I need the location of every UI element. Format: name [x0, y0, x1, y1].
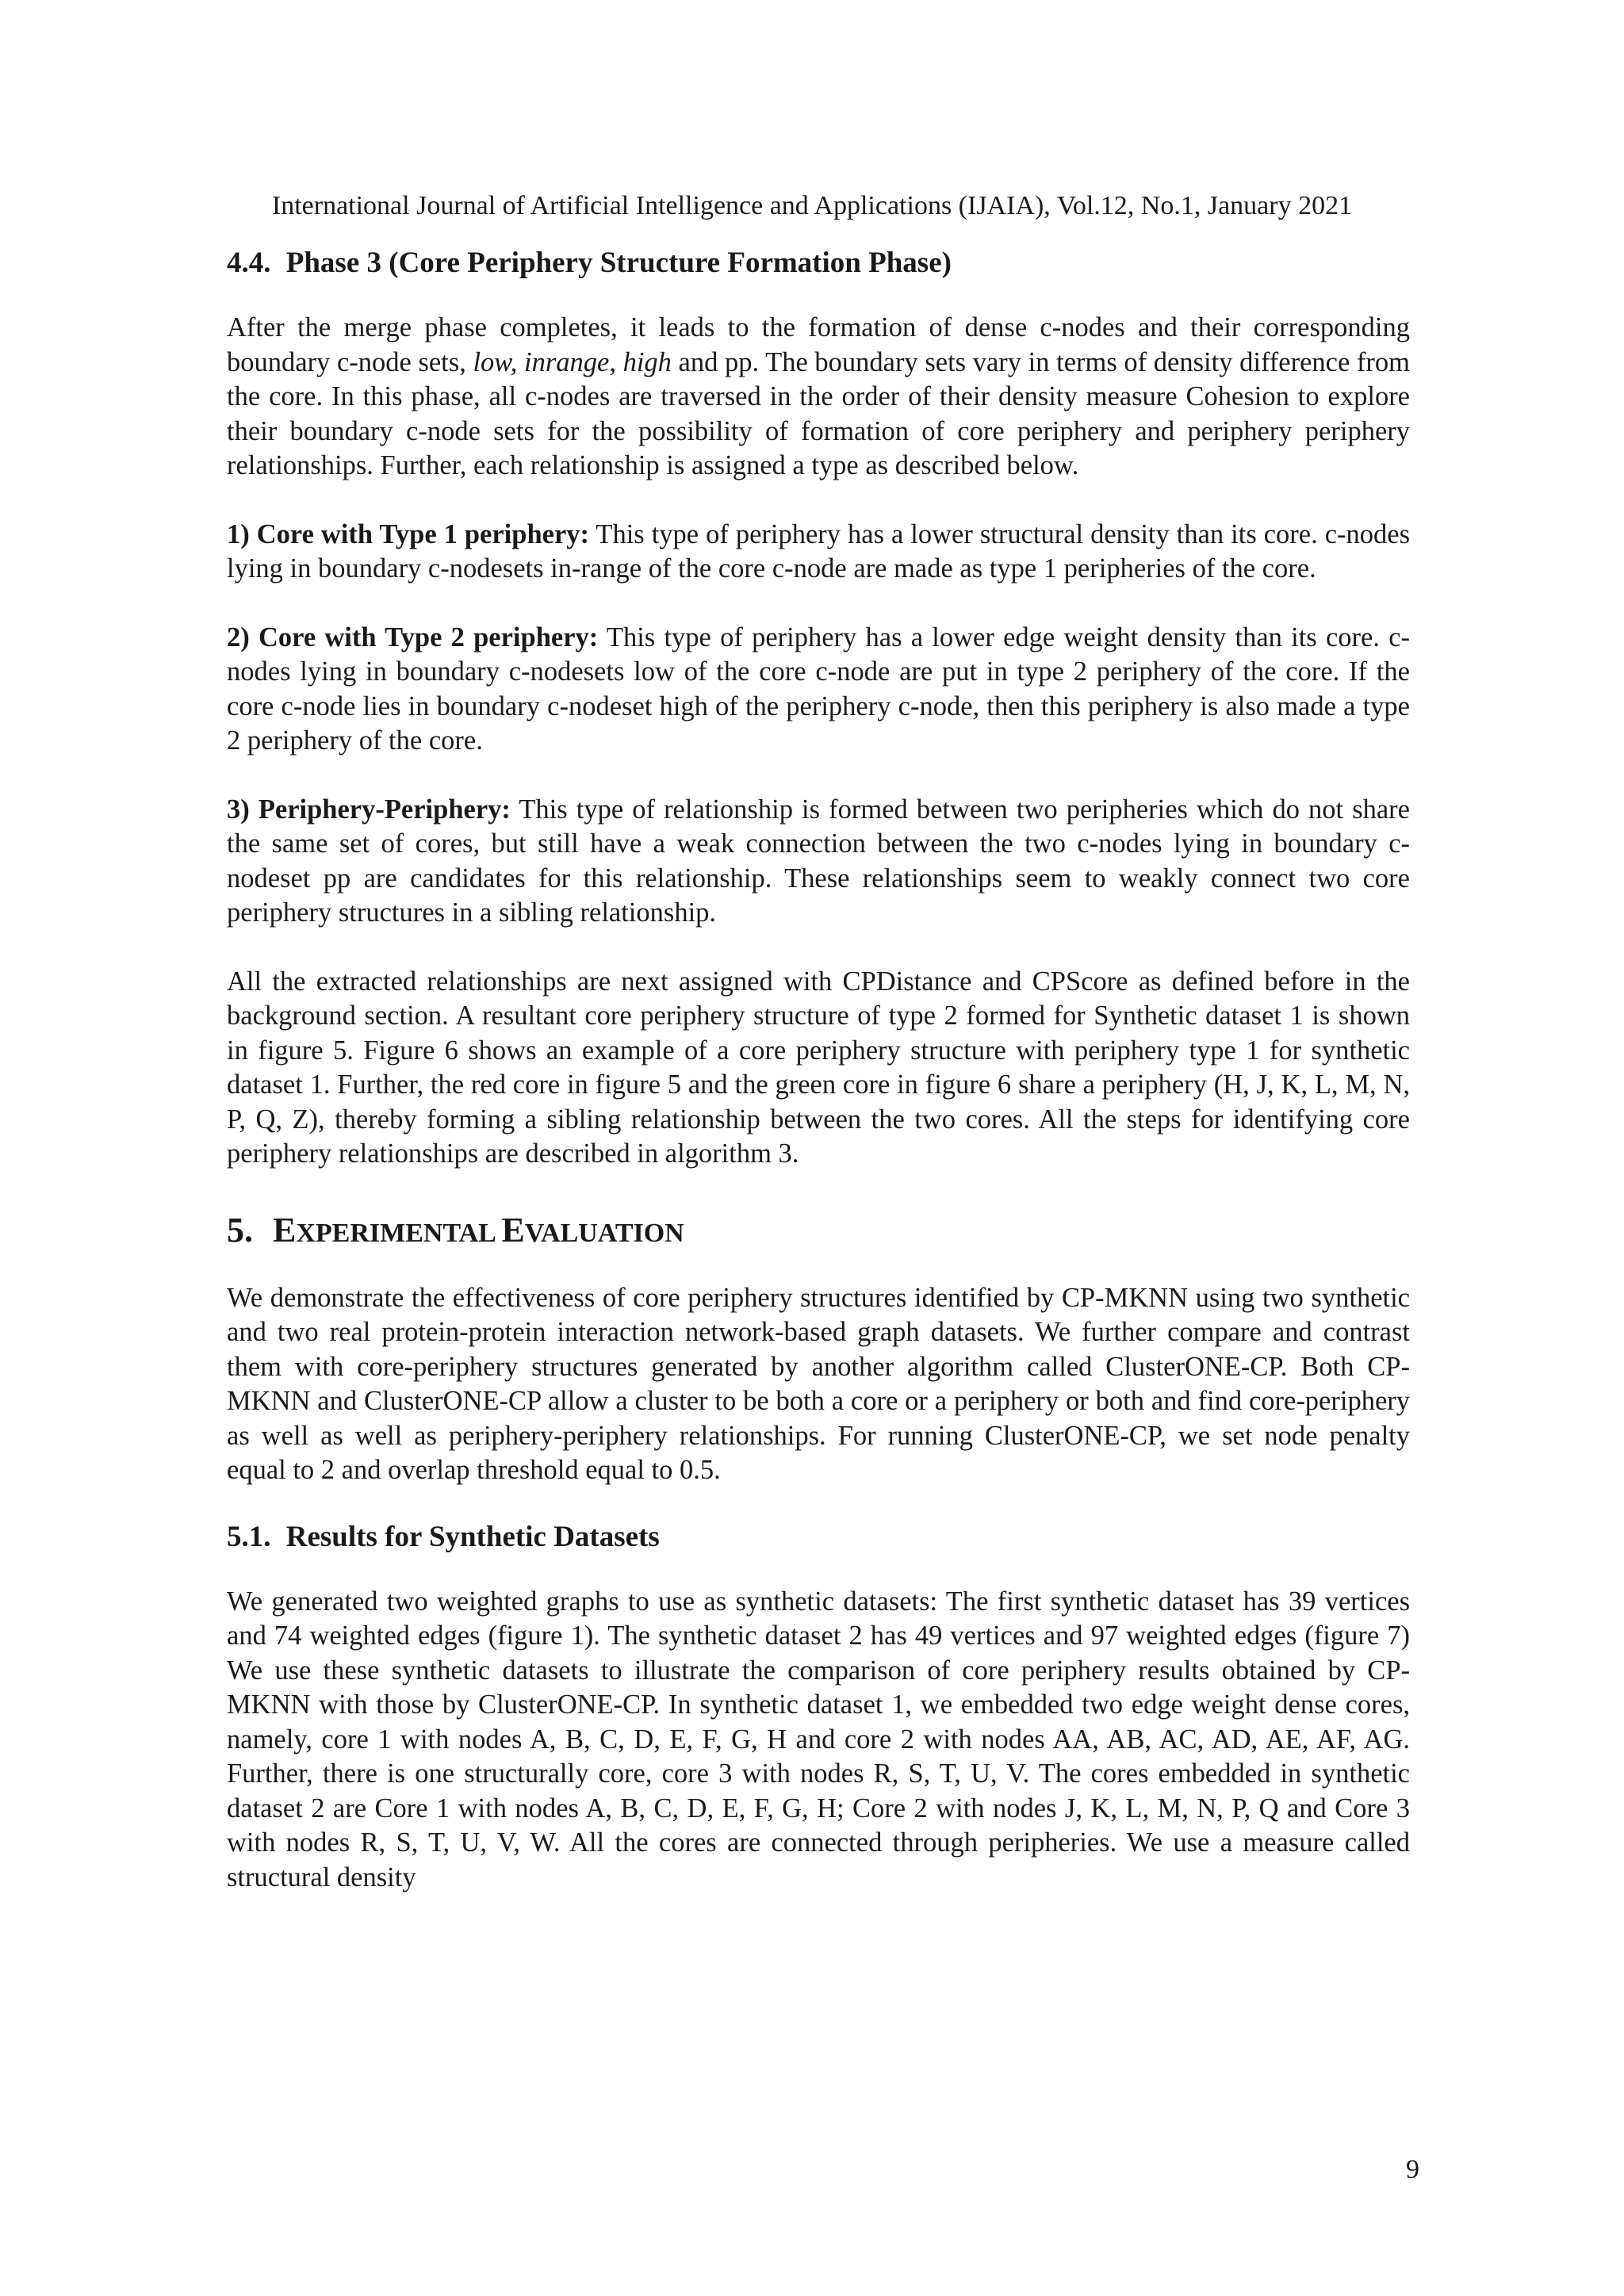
- item-type1-periphery: [227, 518, 1410, 587]
- section-5-1-body: We generated two weighted graphs to use as synthetic datasets: The first synthetic dataset has 39 vertices and 74 weighted edges (figure 1). The synthetic dataset 2 has 49 vertices and 97 weighted edges (figure 7) We use these synthetic datasets to illustrate the comparison of core periphery results obtained by CP-MKNN with those by ClusterONE-CP. In synthetic dataset 1, we embedded two edge weight dense cores, namely, core 1 with nodes A, B, C, D, E, F, G, H and core 2 with nodes AA, AB, AC, AD, AE, AF, AG. Further, there is one structurally core, core 3 with nodes R, S, T, U, V. The cores embedded in synthetic dataset 2 are Core 1 with nodes A, B, C, D, E, F, G, H; Core 2 with nodes J, K, L, M, N, P, Q and Core 3 with nodes R, S, T, U, V, W. All the cores are connected through peripheries. We use a measure called structural density: [227, 1586, 1410, 1892]
- section-5-1-title: Results for Synthetic Datasets: [285, 1520, 660, 1553]
- section-5-body: We demonstrate the effectiveness of core periphery structures identified by CP-MKNN using two synthetic and two real protein-protein interaction network-based graph datasets. We further compare and contrast them with core-periphery structures generated by another algorithm called ClusterONE-CP. Both CP-MKNN and ClusterONE-CP allow a cluster to be both a core or a periphery or both and find core-periphery as well as well as periphery-periphery relationships. For running ClusterONE-CP, we set node penalty equal to 2 and overlap threshold equal to 0.5.: [227, 1282, 1410, 1485]
- page-number: 9: [1406, 2155, 1419, 2184]
- section-4-4-intro: [227, 311, 1410, 484]
- section-5-number: 5.: [227, 1210, 253, 1249]
- section-4-4-heading: [227, 246, 1410, 281]
- section-5-title-rest-2: VALUATION: [524, 1218, 684, 1248]
- item-periphery-periphery: [227, 793, 1410, 931]
- intro-text-b: and pp. The boundary sets vary in terms of density difference from the core. In this phase, all c-nodes are traversed in the order of their density measure Cohesion to explore their boundary c-node sets for the possibility of formation of core periphery and periphery periphery relationships. Further, each relationship is assigned a type as described below.: [227, 346, 1410, 480]
- section-5-title-cap-2: E: [501, 1210, 525, 1249]
- item-pp-label: 3) Periphery-Periphery:: [227, 794, 511, 825]
- section-5-title: [273, 1211, 684, 1249]
- intro-text-a: After the merge phase completes, it leads to the formation of dense c-nodes and their corresponding boundary c-node sets,: [227, 312, 1410, 377]
- section-4-4-title: Phase 3 (Core Periphery Structure Formation Phase): [285, 247, 952, 279]
- section-5-1-number: 5.1.: [227, 1520, 271, 1553]
- item-type2-periphery: [227, 621, 1410, 759]
- section-5-heading: [227, 1210, 1410, 1254]
- section-4-4-number: 4.4.: [227, 247, 271, 279]
- page-content: [227, 244, 1410, 1895]
- item-type2-label: 2) Core with Type 2 periphery:: [227, 622, 599, 652]
- item-type1-label: 1) Core with Type 1 periphery:: [227, 519, 590, 549]
- item-type1-text: This type of periphery has a lower structural density than its core. c-nodes lying in boundary c-nodesets in-range of the core c-node are made as type 1 peripheries of the core.: [227, 519, 1411, 584]
- item-type2-text: This type of periphery has a lower edge weight density than its core. c-nodes lying in boundary c-nodesets low of the core c-node are put in type 2 periphery of the core. If the core c-node lies in boundary c-nodeset high of the periphery c-node, then this periphery is also made a type 2 periphery of the core.: [227, 622, 1411, 756]
- intro-italic-sets: low, inrange, high: [473, 346, 672, 377]
- section-5-title-cap-1: E: [273, 1210, 297, 1249]
- section-5-title-rest-1: XPERIMENTAL: [296, 1218, 502, 1248]
- section-5-1-heading: [227, 1520, 1410, 1555]
- item-pp-text: This type of relationship is formed between two peripheries which do not share the same set of cores, but still have a weak connection between the two c-nodes lying in boundary c-nodeset pp are candidates for this relationship. These relationships seem to weakly connect two core periphery structures in a sibling relationship.: [227, 794, 1410, 928]
- section-4-4-closing: All the extracted relationships are next assigned with CPDistance and CPScore as defined before in the background section. A resultant core periphery structure of type 2 formed for Synthetic dataset 1 is shown in figure 5. Figure 6 shows an example of a core periphery structure with periphery type 1 for synthetic dataset 1. Further, the red core in figure 5 and the green core in figure 6 share a periphery (H, J, K, L, M, N, P, Q, Z), thereby forming a sibling relationship between the two cores. All the steps for identifying core periphery relationships are described in algorithm 3.: [227, 966, 1410, 1169]
- running-header: International Journal of Artificial Intelligence and Applications (IJAIA), Vol.12, No.1, January 2021: [271, 191, 1353, 220]
